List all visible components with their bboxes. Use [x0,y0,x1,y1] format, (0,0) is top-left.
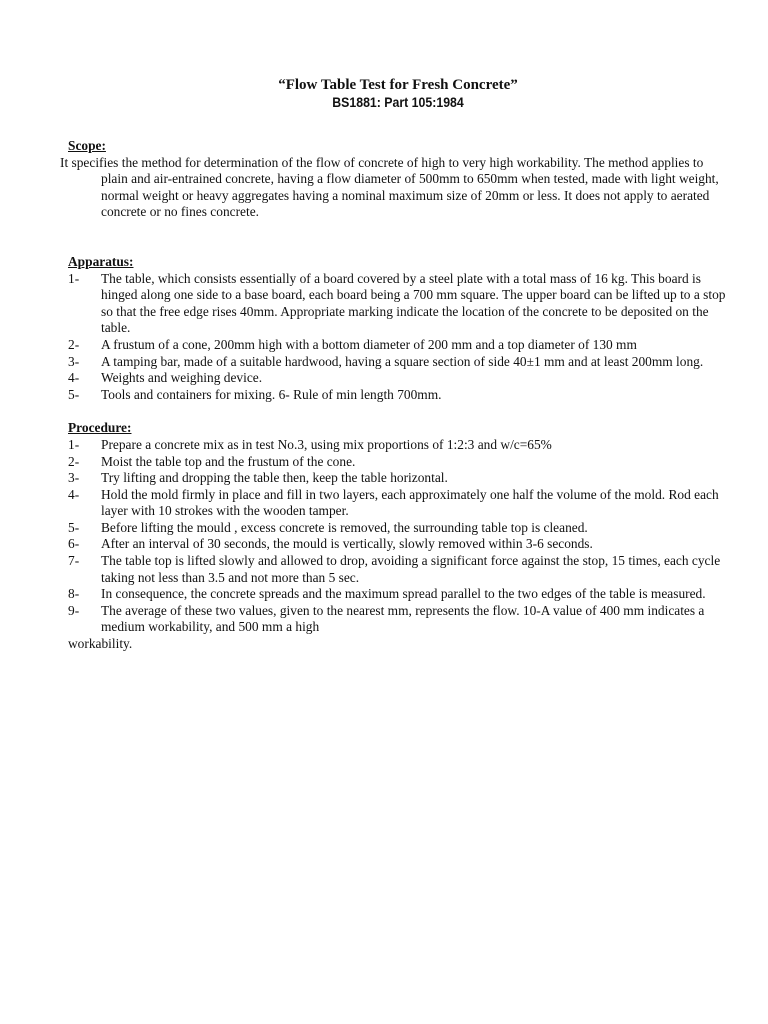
list-text: Before lifting the mould , excess concrete is removed, the surrounding table top is cleaned. [101,519,588,535]
list-number: 1- [68,270,80,286]
list-number: 8- [68,586,80,602]
list-text: Weights and weighing device. [101,370,263,386]
document-subtitle: BS1881: Part 105:1984 [332,94,464,110]
apparatus-item [68,354,728,371]
procedure-item [68,553,728,586]
procedure-item [68,586,728,603]
list-text: A tamping bar, made of a suitable hardwood, having a square section of side 40±1 mm and at least 200mm long. [101,353,704,369]
list-text: The table, which consists essentially of a board covered by a steel plate with a total mass of 16 kg. This board is hinged along one side to a base board, each board being a 700 mm square. The upper board can be lifted up to a stop so that the free edge rises 40mm. Appropriate marking indicate the location of the concrete to be deposited on the table. [101,270,726,336]
list-text: Hold the mold firmly in place and fill in two layers, each approximately one half the volume of the mold. Rod each layer with 10 strokes with the wooden tamper. [101,486,719,519]
list-number: 4- [68,370,80,386]
list-text: A frustum of a cone, 200mm high with a bottom diameter of 200 mm and a top diameter of 130 mm [101,336,637,352]
apparatus-item [68,387,728,404]
list-text: After an interval of 30 seconds, the mould is vertically, slowly removed within 3-6 seconds. [101,536,593,552]
procedure-item [68,454,728,471]
list-number: 9- [68,602,80,618]
document-title: “Flow Table Test for Fresh Concrete” [278,77,518,93]
apparatus-heading: Apparatus: [68,253,134,269]
procedure-item [68,487,728,520]
list-number: 1- [68,436,80,452]
procedure-item [68,536,728,553]
list-number: 5- [68,386,80,402]
procedure-item [68,520,728,537]
list-text: Tools and containers for mixing. 6- Rule of min length 700mm. [101,386,442,402]
document-page [60,76,728,653]
apparatus-list [68,271,728,404]
procedure-item [68,470,728,487]
apparatus-item [68,271,728,337]
list-number: 6- [68,536,80,552]
apparatus-item [68,370,728,387]
list-number: 7- [68,553,80,569]
procedure-item [68,437,728,454]
procedure-item [68,603,728,636]
list-text: Try lifting and dropping the table then, keep the table horizontal. [101,470,448,486]
procedure-list [68,437,728,636]
list-text: Prepare a concrete mix as in test No.3, using mix proportions of 1:2:3 and w/c=65% [101,436,552,452]
scope-heading: Scope: [68,138,106,153]
procedure-tail-text: workability. [68,636,133,652]
scope-text: It specifies the method for determination of the flow of concrete of high to very high workability. The method applies to plain and air-entrained concrete, having a flow diameter of 500mm to 650mm when tested, made with light weight, normal weight or heavy aggregates having a nominal maximum size of 20mm or less. It does not apply to aerated concrete or no fines concrete. [60,154,719,220]
list-number: 3- [68,353,80,369]
list-text: Moist the table top and the frustum of the cone. [101,453,356,469]
list-text: In consequence, the concrete spreads and the maximum spread parallel to the two edges of the table is measured. [101,586,706,602]
list-number: 2- [68,453,80,469]
list-number: 3- [68,470,80,486]
list-number: 2- [68,336,80,352]
list-number: 5- [68,519,80,535]
list-number: 4- [68,486,80,502]
apparatus-item [68,337,728,354]
list-text: The table top is lifted slowly and allowed to drop, avoiding a significant force against the stop, 15 times, each cycle taking not less than 3.5 and not more than 5 sec. [101,553,721,585]
list-text: The average of these two values, given to the nearest mm, represents the flow. 10-A value of 400 mm indicates a medium workability, and 500 mm a high [101,602,705,635]
procedure-heading: Procedure: [68,420,132,436]
